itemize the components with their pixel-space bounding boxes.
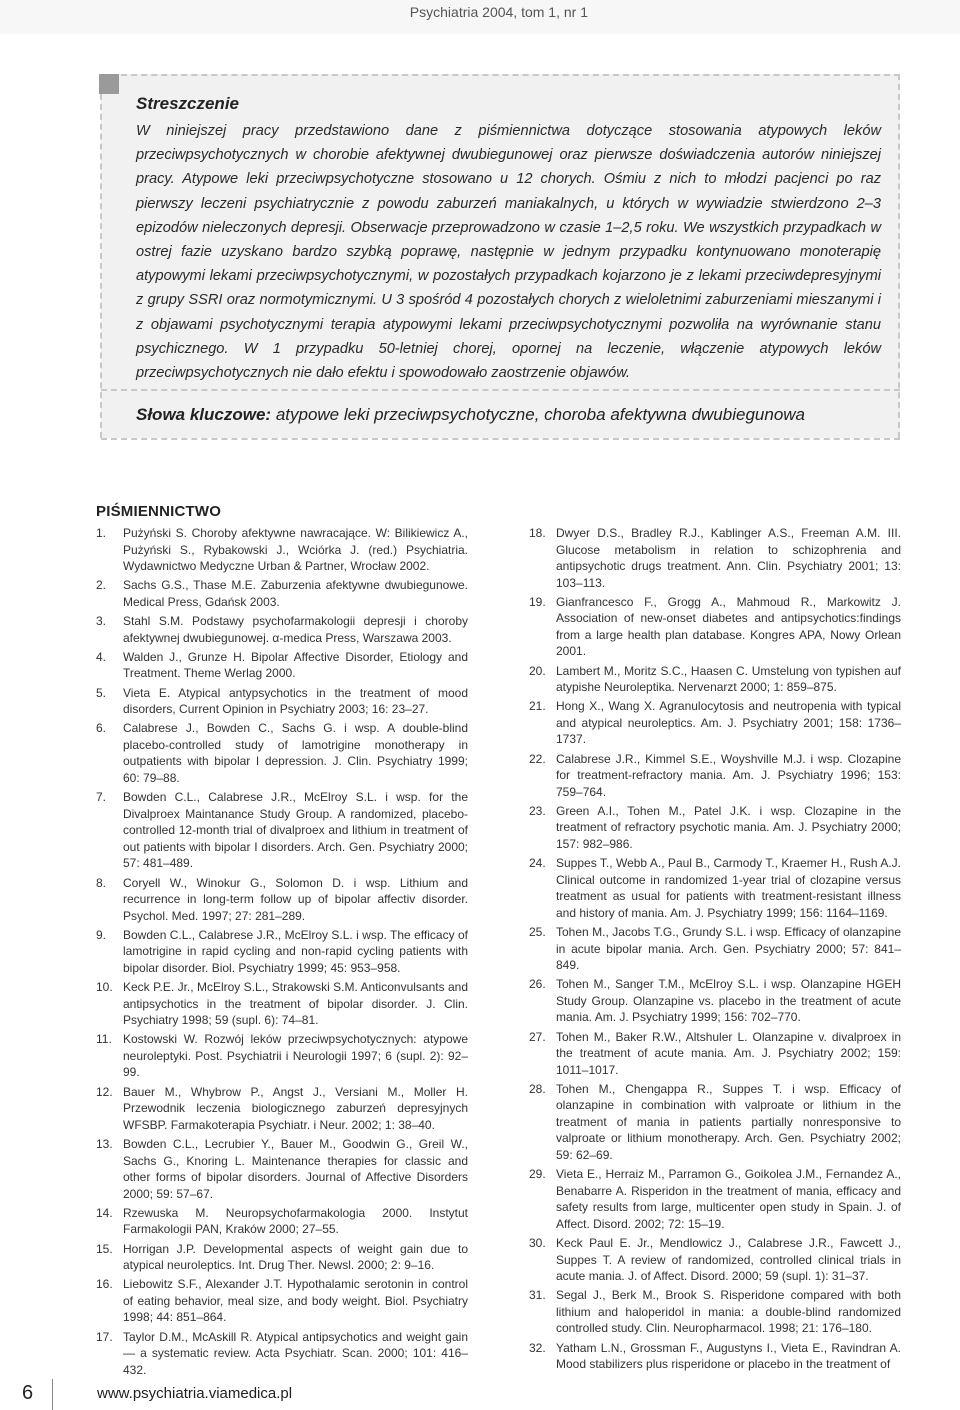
reference-number: 12. [96,1084,113,1099]
reference-text: Vieta E. Atypical antypsychotics in the treatment of mood disorders, Current Opinion in Psychiatry 2003; 16: 23–27. [123,685,468,717]
reference-number: 24. [529,856,546,871]
reference-text: Walden J., Grunze H. Bipolar Affective Disorder, Etiology and Treatment. Theme Werlag 2000. [123,649,468,681]
reference-item [529,1340,901,1373]
reference-number: 10. [96,980,113,995]
abstract-border-bottom [101,438,900,440]
references-heading: PIŚMIENNICTWO [96,503,222,520]
reference-item [529,525,901,591]
keywords-value: atypowe leki przeciwpsychotyczne, choroba afektywna dwubiegunowa [271,405,805,424]
reference-item [529,1081,901,1164]
reference-item [529,698,901,748]
footer-url: www.psychiatria.viamedica.pl [97,1385,293,1402]
reference-number: 21. [529,699,546,714]
reference-text: Liebowitz S.F., Alexander J.T. Hypothalamic serotonin in control of eating behavior, meal size, and body weight. Biol. Psychiatry 1998; 44: 851–864. [123,1277,468,1325]
footer-rule [52,1379,53,1410]
reference-number: 9. [96,927,107,942]
reference-text: Segal J., Berk M., Brook S. Risperidone compared with both lithium and haloperidol in mania: a double-blind randomized controlled study. Clin. Neuropharmacol. 1998; 21: 176–180. [556,1288,901,1336]
abstract-border-top [101,74,900,76]
abstract-border-left [100,74,102,438]
reference-text: Sachs G.S., Thase M.E. Zaburzenia afektywne dwubiegunowe. Medical Press, Gdańsk 2003. [123,578,468,609]
reference-text: Bowden C.L., Calabrese J.R., McElroy S.L. i wsp. The efficacy of lamotrigine in rapid cycling and non-rapid cycling patients with bipolar disorder. Biol. Psychiatry 1999; 45: 953–958. [123,927,468,975]
abstract-text: W niniejszej pracy przedstawiono dane z piśmiennictwa dotyczące stosowania atypowych leków przeciwpsychotycznych w chorobie afektywnej dwubiegunowej oraz pierwsze doświadczenia autorów niniejszej pracy. Atypowe leki przeciwpsychotyczne stosowano u 12 chorych. Ośmiu z nich to młodzi pacjenci po raz pierwszy leczeni psychiatrycznie z powodu zaburzeń maniakalnych, u których w wywiadzie stwierdzono 2–3 epizodów nieleczonych depresji. Obserwacje przeprowadzono w czasie 1–2,5 roku. We wszystkich przypadkach w ostrej fazie uzyskano bardzo szybką poprawę, następnie w jednym przypadku kontynuowano monoterapię atypowymi lekami przeciwpsychotycznymi, w pozostałych przypadkach kojarzono je z lekami przeciwdepresyjnymi z grupy SSRI oraz normotymicznymi. U 3 spośród 4 pozostałych chorych z wieloletnimi zaburzeniami mieszanymi i z objawami psychotycznymi terapia atypowymi lekami przeciwpsychotycznymi pozwoliła na wyrównanie stanu psychicznego. W 1 przypadku 50-letniej chorej, opornej na leczenie, włączenie atypowych leków przeciwpsychotycznych nie dało efektu i spowodowało zaostrzenie objawów. [136,123,881,382]
reference-text: Rzewuska M. Neuropsychofarmakologia 2000. Instytut Farmakologii PAN, Kraków 2000; 27–55. [123,1205,468,1237]
reference-item [96,1241,468,1274]
keywords-label: Słowa kluczowe: [136,405,272,424]
reference-text: Tohen M., Chengappa R., Suppes T. i wsp. Efficacy of olanzapine in combination with valproate or lithium in the treatment of mania in patients partially nonresponsive to valproate or lithium monotherapy. Arch. Gen. Psychiatry 2002; 59: 62–69. [556,1081,901,1162]
reference-number: 16. [96,1277,113,1292]
journal-header: Psychiatria 2004, tom 1, nr 1 [409,4,588,20]
reference-item [96,1205,468,1238]
reference-text: Keck Paul E. Jr., Mendlowicz J., Calabrese J.R., Fawcett J., Suppes T. A review of randomized, controlled clinical trials in acute mania. J. of Affect. Disord. 2000; 59 (supl. 1): 31–37. [556,1236,901,1284]
reference-text: Coryell W., Winokur G., Solomon D. i wsp. Lithium and recurrence in long-term follow up of bipolar affectiv disorder. Psychol. Med. 1997; 27: 281–289. [123,875,468,923]
reference-text: Bowden C.L., Lecrubier Y., Bauer M., Goodwin G., Greil W., Sachs G., Knoring L. Maintenance therapies for classic and other forms of bipolar disorders. Journal of Affective Disorders 2000; 59: 57–67. [123,1137,468,1201]
reference-number: 17. [96,1329,113,1344]
reference-text: Yatham L.N., Grossman F., Augustyns I., Vieta E., Ravindran A. Mood stabilizers plus risperidone or placebo in the treatment of [556,1340,901,1372]
reference-number: 3. [96,614,107,629]
section-marker-square [99,74,119,94]
reference-item [96,1329,468,1379]
reference-text: Stahl S.M. Podstawy psychofarmakologii depresji i choroby afektywnej dwubiegunowej. α-medica Press, Warszawa 2003. [123,614,468,645]
reference-item [96,927,468,977]
reference-number: 27. [529,1029,546,1044]
reference-text: Tohen M., Jacobs T.G., Grundy S.L. i wsp. Efficacy of olanzapine in acute bipolar mania. Arch. Gen. Psychiatry 2000; 57: 841–849. [556,925,901,973]
reference-number: 15. [96,1241,113,1256]
reference-text: Tohen M., Sanger T.M., McElroy S.L. i wsp. Olanzapine HGEH Study Group. Olanzapine vs. placebo in the treatment of acute mania. Am. J. Psychiatry 1999; 156: 702–770. [556,977,901,1025]
reference-item [96,577,468,610]
reference-item [529,855,901,921]
reference-number: 31. [529,1288,546,1303]
reference-item [529,663,901,696]
reference-number: 25. [529,925,546,940]
reference-number: 18. [529,526,546,540]
keywords [136,405,896,425]
reference-number: 32. [529,1340,546,1355]
reference-number: 26. [529,977,546,992]
reference-text: Dwyer D.S., Bradley R.J., Kablinger A.S., Freeman A.M. III. Glucose metabolism in relation to schizophrenia and antipsychotic drugs treatment. Ann. Clin. Psychiatry 2001; 13: 103–113. [556,526,901,590]
reference-text: Suppes T., Webb A., Paul B., Carmody T., Kraemer H., Rush A.J. Clinical outcome in randomized 1-year trial of clozapine versus treatment as usual for patients with treatment-resistant illness and history of mania. Am. J. Psychiatry 1999; 156: 1164–1169. [556,856,901,920]
reference-item [96,613,468,646]
reference-text: Gianfrancesco F., Grogg A., Mahmoud R., Markowitz J. Association of new-onset diabetes and antipsychotics:findings from a large health plan database. Kongres APA, Nowy Orlean 2001. [556,594,901,659]
reference-item [529,1287,901,1337]
references-left-column [96,525,468,1381]
reference-text: Bowden C.L., Calabrese J.R., McElroy S.L. i wsp. for the Divalproex Maintanance Study Group. A randomized, placebo-controlled 12-month trial of divalproex and lithium in treatment of out patients with bipolar I disorders. Arch. Gen. Psychiatry 2000; 57: 481–489. [123,790,468,871]
reference-text: Kostowski W. Rozwój leków przeciwpsychotycznych: atypowe neuroleptyki. Post. Psychiatrii i Neurologii 1997; 6 (supl. 2): 92–99. [123,1032,468,1080]
reference-number: 1. [96,526,107,540]
reference-item [96,1136,468,1202]
reference-number: 22. [529,751,546,766]
reference-item [529,1235,901,1285]
reference-number: 30. [529,1236,546,1251]
reference-item [529,976,901,1026]
reference-item [96,875,468,925]
reference-item [96,979,468,1029]
reference-number: 8. [96,875,107,890]
abstract-border-right [898,74,900,438]
abstract-divider [101,389,900,391]
reference-item [529,924,901,974]
reference-text: Taylor D.M., McAskill R. Atypical antipsychotics and weight gain — a systematic review. Acta Psychiatr. Scan. 2000; 101: 416–432. [123,1329,468,1377]
reference-number: 11. [96,1032,112,1047]
reference-item [96,1031,468,1081]
reference-number: 23. [529,803,546,818]
reference-number: 29. [529,1167,546,1182]
reference-item [96,649,468,682]
reference-item [529,594,901,660]
reference-number: 14. [96,1205,113,1220]
reference-text: Bauer M., Whybrow P., Angst J., Versiani M., Moller H. Przewodnik leczenia biologicznego zaburzeń depresyjnych WFSBP. Farmakoterapia Psychiatr. i Neur. 2002; 1: 38–40. [123,1084,468,1132]
reference-text: Pużyński S. Choroby afektywne nawracające. W: Bilikiewicz A., Pużyński S., Rybakowski J., Wciórka J. (red.) Psychiatria. Wydawnictwo Medyczne Urban & Partner, Wrocław 2002. [123,526,468,573]
reference-text: Vieta E., Herraiz M., Parramon G., Goikolea J.M., Fernandez A., Benabarre A. Risperidon in the treatment of mania, efficacy and safety results from large, multicenter open study in Spain. J. of Affect. Disord. 2002; 72: 15–19. [556,1167,901,1231]
reference-number: 2. [96,578,107,593]
reference-item [96,685,468,718]
reference-number: 4. [96,649,107,664]
reference-item [96,720,468,786]
reference-text: Lambert M., Moritz S.C., Haasen C. Umstelung von typishen auf atypishe Neuroleptika. Nervenarzt 2000; 1: 859–875. [556,663,901,695]
reference-text: Calabrese J.R., Kimmel S.E., Woyshville M.J. i wsp. Clozapine for treatment-refractory mania. Am. J. Psychiatry 1996; 153: 759–764. [556,751,901,799]
abstract-title: Streszczenie [136,94,239,113]
reference-number: 19. [529,594,546,609]
reference-text: Hong X., Wang X. Agranulocytosis and neutropenia with typical and atypical neuroleptics. Am. J. Psychiatry 2001; 158: 1736–1737. [556,699,901,747]
reference-number: 7. [96,790,107,805]
reference-item [96,1084,468,1134]
reference-text: Horrigan J.P. Developmental aspects of weight gain due to atypical neuroleptics. Int. Drug Ther. Newsl. 2000; 2: 9–16. [123,1241,468,1273]
reference-item [96,1276,468,1326]
references-right-column [529,525,901,1375]
reference-item [529,1166,901,1232]
reference-item [529,751,901,801]
page-number: 6 [22,1382,34,1404]
reference-number: 13. [96,1137,113,1152]
reference-number: 6. [96,721,107,736]
reference-number: 20. [529,663,546,678]
reference-text: Green A.I., Tohen M., Patel J.K. i wsp. Clozapine in the treatment of refractory psychotic mania. Am. J. Psychiatry 2000; 157: 982–986. [556,803,901,851]
reference-text: Calabrese J., Bowden C., Sachs G. i wsp. A double-blind placebo-controlled study of lamotrigine monotherapy in outpatients with bipolar I depression. J. Clin. Psychiatry 1999; 60: 79–88. [123,721,468,785]
reference-item [529,1029,901,1079]
reference-text: Keck P.E. Jr., McElroy S.L., Strakowski S.M. Anticonvulsants and antipsychotics in the treatment of bipolar disorder. J. Clin. Psychiatry 1998; 59 (supl. 6): 74–81. [123,980,468,1028]
reference-item [96,525,468,575]
reference-item [96,789,468,872]
reference-item [529,803,901,853]
reference-text: Tohen M., Baker R.W., Altshuler L. Olanzapine v. divalproex in the treatment of acute mania. Am. J. Psychiatry 2002; 159: 1011–1017. [556,1029,901,1077]
reference-number: 28. [529,1081,546,1096]
reference-number: 5. [96,685,107,700]
